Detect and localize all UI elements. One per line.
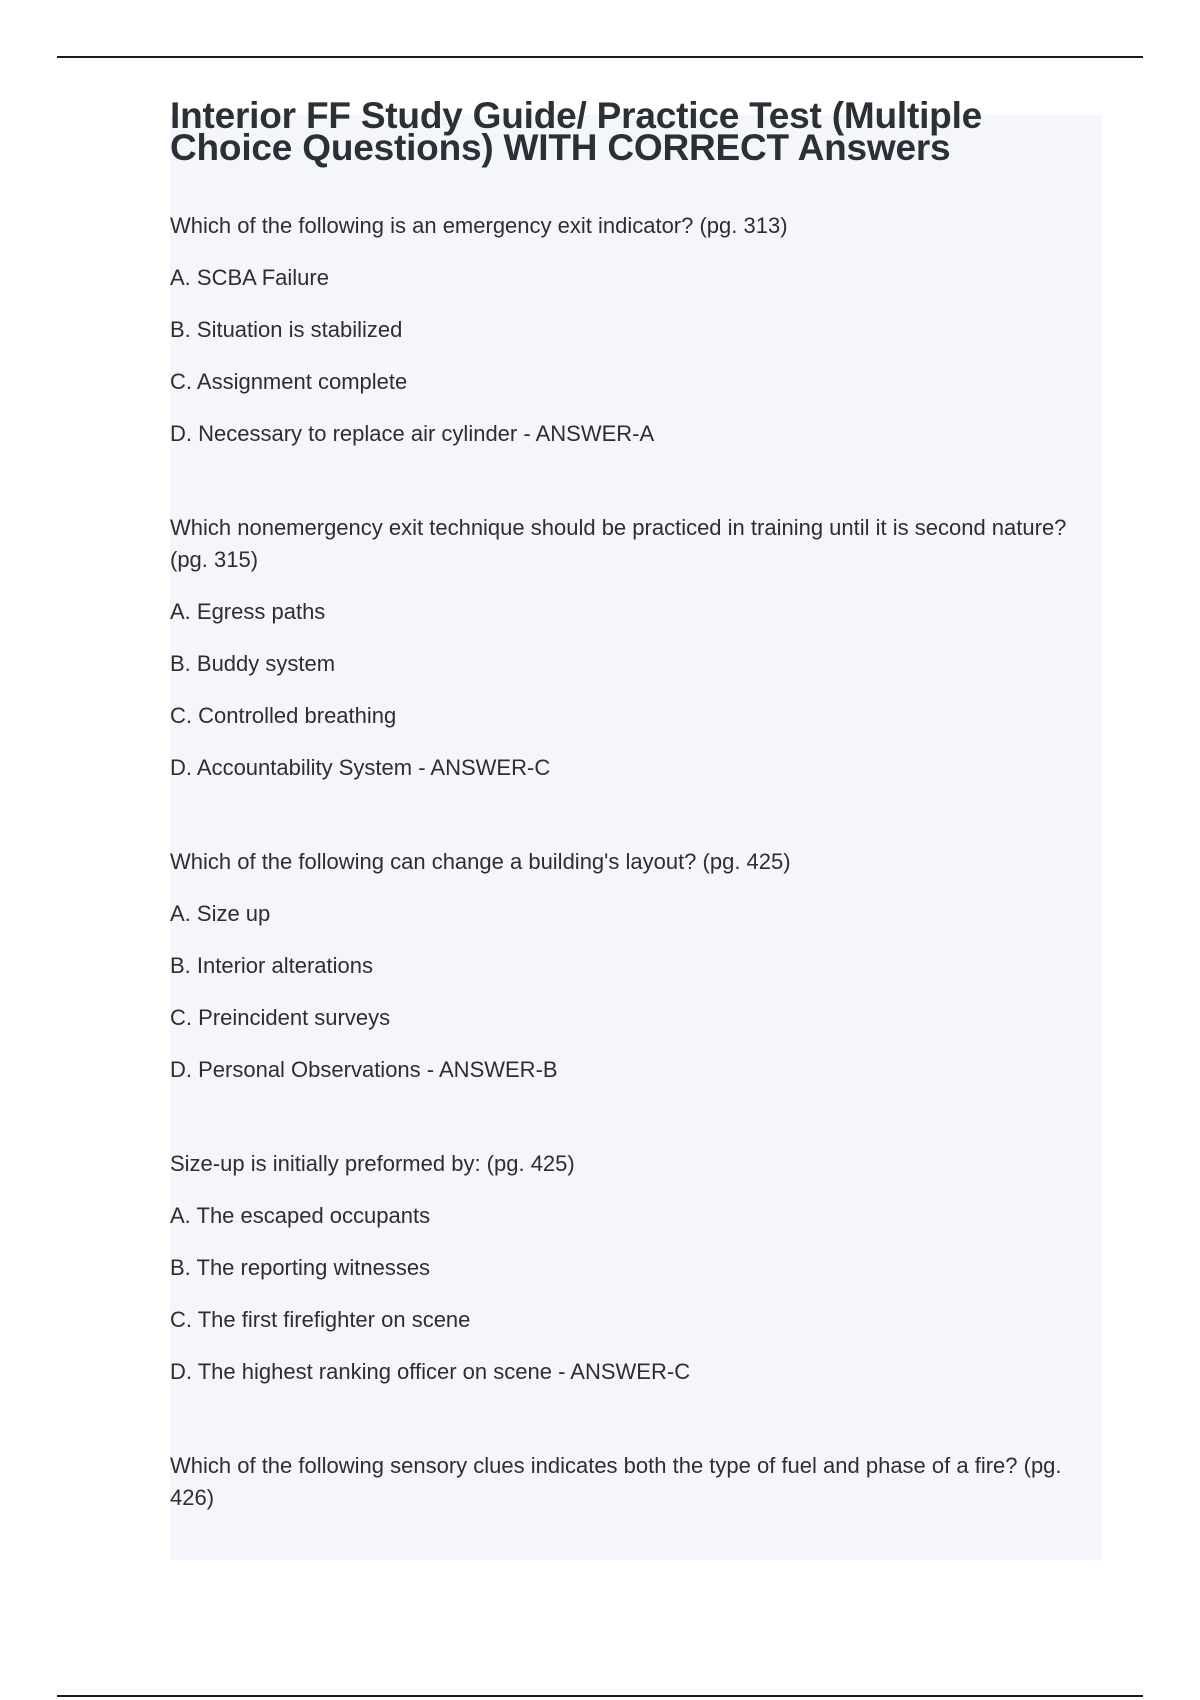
- question-text: Which nonemergency exit technique should be practiced in training until it is second nature? (pg. 315): [170, 515, 1067, 572]
- answer-option: A. SCBA Failure: [170, 265, 329, 290]
- footer-rule: [57, 1695, 1143, 1697]
- question-text: Which of the following is an emergency exit indicator? (pg. 313): [170, 213, 788, 238]
- answer-option: A. Egress paths: [170, 599, 326, 624]
- answer-option: D. Necessary to replace air cylinder - ANSWER-A: [170, 421, 655, 446]
- answer-option: A. Size up: [170, 901, 271, 926]
- answer-option: B. The reporting witnesses: [170, 1255, 431, 1280]
- answer-option: A. The escaped occupants: [170, 1203, 431, 1228]
- answer-option: B. Buddy system: [170, 651, 336, 676]
- answer-option: D. The highest ranking officer on scene - ANSWER-C: [170, 1359, 691, 1384]
- answer-option: D. Personal Observations - ANSWER-B: [170, 1057, 558, 1082]
- answer-option: C. The first firefighter on scene: [170, 1307, 471, 1332]
- question-5: [170, 1450, 1100, 1514]
- document-body: [170, 95, 1100, 1534]
- answer-option: C. Preincident surveys: [170, 1005, 391, 1030]
- question-2: [170, 512, 1100, 784]
- answer-option: D. Accountability System - ANSWER-C: [170, 755, 551, 780]
- answer-option: C. Controlled breathing: [170, 703, 397, 728]
- question-text: Size-up is initially preformed by: (pg. 425): [170, 1151, 575, 1176]
- question-text: Which of the following sensory clues indicates both the type of fuel and phase of a fire? (pg. 426): [170, 1453, 1062, 1510]
- document-title: Interior FF Study Guide/ Practice Test (Multiple Choice Questions) WITH CORRECT Answers: [170, 95, 983, 168]
- question-3: [170, 846, 1100, 1086]
- question-4: [170, 1148, 1100, 1388]
- answer-option: B. Interior alterations: [170, 953, 373, 978]
- answer-option: C. Assignment complete: [170, 369, 408, 394]
- header-rule: [57, 56, 1143, 58]
- question-text: Which of the following can change a building's layout? (pg. 425): [170, 849, 791, 874]
- answer-option: B. Situation is stabilized: [170, 317, 403, 342]
- question-1: [170, 210, 1100, 450]
